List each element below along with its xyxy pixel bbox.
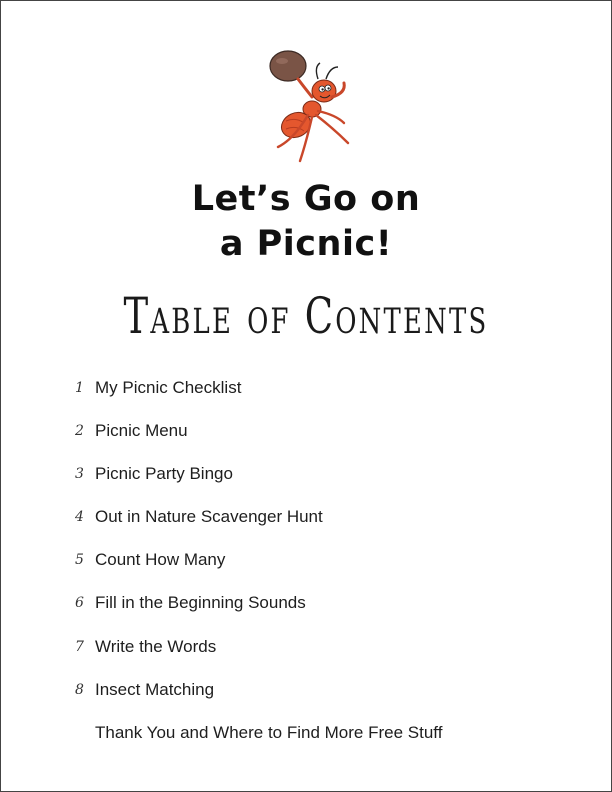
toc-item <box>75 418 575 461</box>
toc-item-label: Insect Matching <box>95 679 215 699</box>
toc-item-label: Fill in the Beginning Sounds <box>95 593 306 613</box>
page-title <box>1 177 611 267</box>
toc-item-label: Thank You and Where to Find More Free Stuff <box>95 722 443 742</box>
toc-item-number: 8 <box>75 681 84 698</box>
ant-carrying-rock-icon <box>256 39 366 174</box>
toc-item <box>75 504 575 547</box>
toc-item <box>75 634 575 677</box>
toc-item <box>75 547 575 590</box>
toc-item-number: 6 <box>75 595 84 612</box>
toc-item-number: 4 <box>75 509 84 526</box>
toc-item-number: 7 <box>75 638 84 655</box>
toc-item-number: 3 <box>75 466 84 483</box>
toc-item <box>75 720 575 763</box>
toc-heading: Table of Contents <box>123 287 489 345</box>
toc-item-label: Picnic Party Bingo <box>95 464 233 484</box>
toc-item-label: My Picnic Checklist <box>95 378 242 397</box>
toc-item <box>75 590 575 633</box>
toc-item-label: Count How Many <box>95 550 226 570</box>
title-line-1: Let’s Go on <box>191 179 421 219</box>
toc-item <box>75 461 575 504</box>
toc-item-number: 1 <box>75 380 84 396</box>
toc-item-label: Write the Words <box>95 636 217 656</box>
toc-item-number: 2 <box>75 423 84 440</box>
toc-item <box>75 375 575 418</box>
toc-item <box>75 677 575 720</box>
toc-item-label: Out in Nature Scavenger Hunt <box>95 507 323 527</box>
table-of-contents <box>75 375 575 763</box>
title-line-2: a Picnic! <box>219 224 393 264</box>
toc-item-number: 5 <box>75 552 84 569</box>
toc-item-label: Picnic Menu <box>95 421 188 441</box>
